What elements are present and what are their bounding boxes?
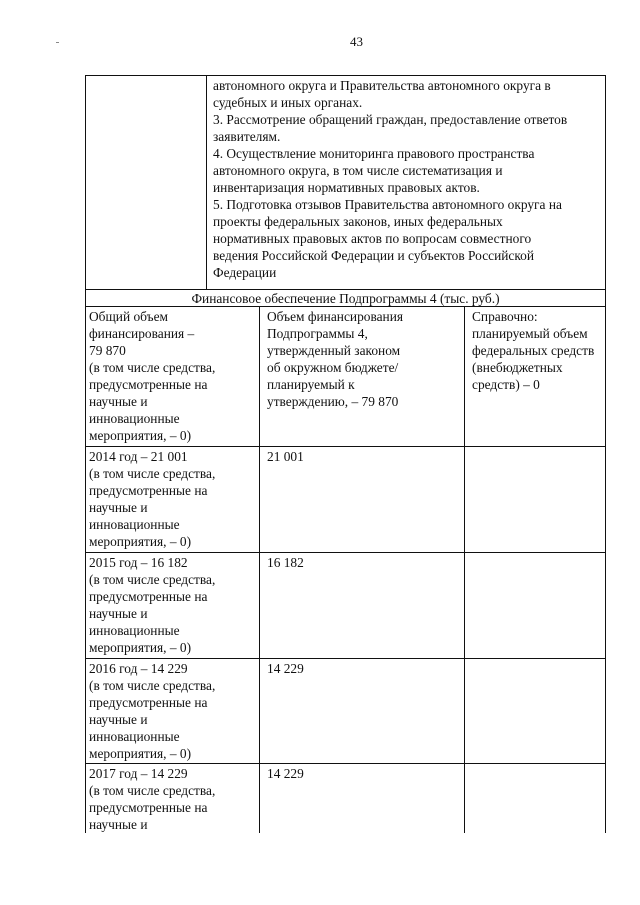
text-line: финансирования – bbox=[89, 326, 195, 341]
text-line: предусмотренные на bbox=[89, 483, 208, 498]
year-row-total-cell bbox=[89, 660, 259, 762]
year-row-budget-cell: 16 182 bbox=[267, 555, 304, 570]
text-line: мероприятия, – 0) bbox=[89, 746, 192, 761]
text-line: 3. Рассмотрение обращений граждан, предоставление ответов bbox=[213, 112, 568, 127]
text-line: научные и bbox=[89, 394, 148, 409]
text-line: инвентаризация нормативных правовых актов. bbox=[213, 180, 480, 195]
text-line: проекты федеральных законов, иных федеральных bbox=[213, 214, 503, 229]
text-line: (в том числе средства, bbox=[89, 360, 216, 375]
grid-line bbox=[206, 75, 207, 289]
text-line: инновационные bbox=[89, 517, 180, 532]
text-line: (в том числе средства, bbox=[89, 572, 216, 587]
text-line: научные и bbox=[89, 712, 148, 727]
summary-federal-cell bbox=[472, 308, 604, 393]
text-line: 4. Осуществление мониторинга правового пространства bbox=[213, 146, 535, 161]
text-line: предусмотренные на bbox=[89, 589, 208, 604]
grid-line bbox=[605, 75, 606, 833]
text-line: (в том числе средства, bbox=[89, 783, 216, 798]
text-line: средств) – 0 bbox=[472, 377, 540, 392]
text-line: нормативных правовых актов по вопросам совместного bbox=[213, 231, 532, 246]
text-line: предусмотренные на bbox=[89, 695, 208, 710]
text-line: автономного округа, в том числе систематизация и bbox=[213, 163, 503, 178]
text-line: (в том числе средства, bbox=[89, 466, 216, 481]
text-line: планируемый объем bbox=[472, 326, 588, 341]
top-row-activities-cell bbox=[213, 77, 603, 281]
text-line: Подпрограммы 4, bbox=[267, 326, 368, 341]
text-line: федеральных средств bbox=[472, 343, 595, 358]
year-row-total-cell bbox=[89, 448, 259, 550]
summary-total-cell bbox=[89, 308, 259, 444]
grid-line bbox=[85, 552, 606, 553]
year-row-budget-cell: 14 229 bbox=[267, 766, 304, 781]
grid-line bbox=[464, 306, 465, 833]
year-row-budget-cell: 21 001 bbox=[267, 449, 304, 464]
text-line: инновационные bbox=[89, 729, 180, 744]
grid-line bbox=[259, 306, 260, 833]
text-line: (внебюджетных bbox=[472, 360, 563, 375]
text-line: (в том числе средства, bbox=[89, 678, 216, 693]
text-line: Федерации bbox=[213, 265, 277, 280]
text-line: научные и bbox=[89, 500, 148, 515]
text-line: заявителям. bbox=[213, 129, 281, 144]
text-line: утвержденный законом bbox=[267, 343, 401, 358]
text-line: 2016 год – 14 229 bbox=[89, 661, 188, 676]
grid-line bbox=[85, 658, 606, 659]
text-line: научные и bbox=[89, 817, 148, 832]
text-line: инновационные bbox=[89, 623, 180, 638]
text-line: Общий объем bbox=[89, 309, 168, 324]
text-line: 5. Подготовка отзывов Правительства автономного округа на bbox=[213, 197, 562, 212]
text-line: об окружном бюджете/ bbox=[267, 360, 399, 375]
text-line: планируемый к bbox=[267, 377, 355, 392]
text-line: предусмотренные на bbox=[89, 377, 208, 392]
text-line: утверждению, – 79 870 bbox=[267, 394, 399, 409]
text-line: научные и bbox=[89, 606, 148, 621]
text-line: Объем финансирования bbox=[267, 309, 404, 324]
finance-header: Финансовое обеспечение Подпрограммы 4 (тыс. руб.) bbox=[191, 291, 500, 306]
top-row-left-cell bbox=[86, 76, 206, 289]
text-line: Справочно: bbox=[472, 309, 538, 324]
text-line: ведения Российской Федерации и субъектов Российской bbox=[213, 248, 535, 263]
summary-budget-cell bbox=[267, 308, 463, 410]
text-line: судебных и иных органах. bbox=[213, 95, 363, 110]
scan-mark bbox=[56, 42, 59, 43]
page-number: 43 bbox=[350, 34, 363, 49]
year-row-total-cell bbox=[89, 554, 259, 656]
text-line: инновационные bbox=[89, 411, 180, 426]
year-row-budget-cell: 14 229 bbox=[267, 661, 304, 676]
text-line: 2014 год – 21 001 bbox=[89, 449, 188, 464]
text-line: мероприятия, – 0) bbox=[89, 428, 192, 443]
text-line: мероприятия, – 0) bbox=[89, 534, 192, 549]
text-line: 2017 год – 14 229 bbox=[89, 766, 188, 781]
year-row-total-cell bbox=[89, 765, 259, 833]
grid-line bbox=[85, 446, 606, 447]
text-line: предусмотренные на bbox=[89, 800, 208, 815]
text-line: 2015 год – 16 182 bbox=[89, 555, 188, 570]
grid-line bbox=[85, 763, 606, 764]
text-line: мероприятия, – 0) bbox=[89, 640, 192, 655]
text-line: автономного округа и Правительства автономного округа в bbox=[213, 78, 551, 93]
text-line: 79 870 bbox=[89, 343, 126, 358]
